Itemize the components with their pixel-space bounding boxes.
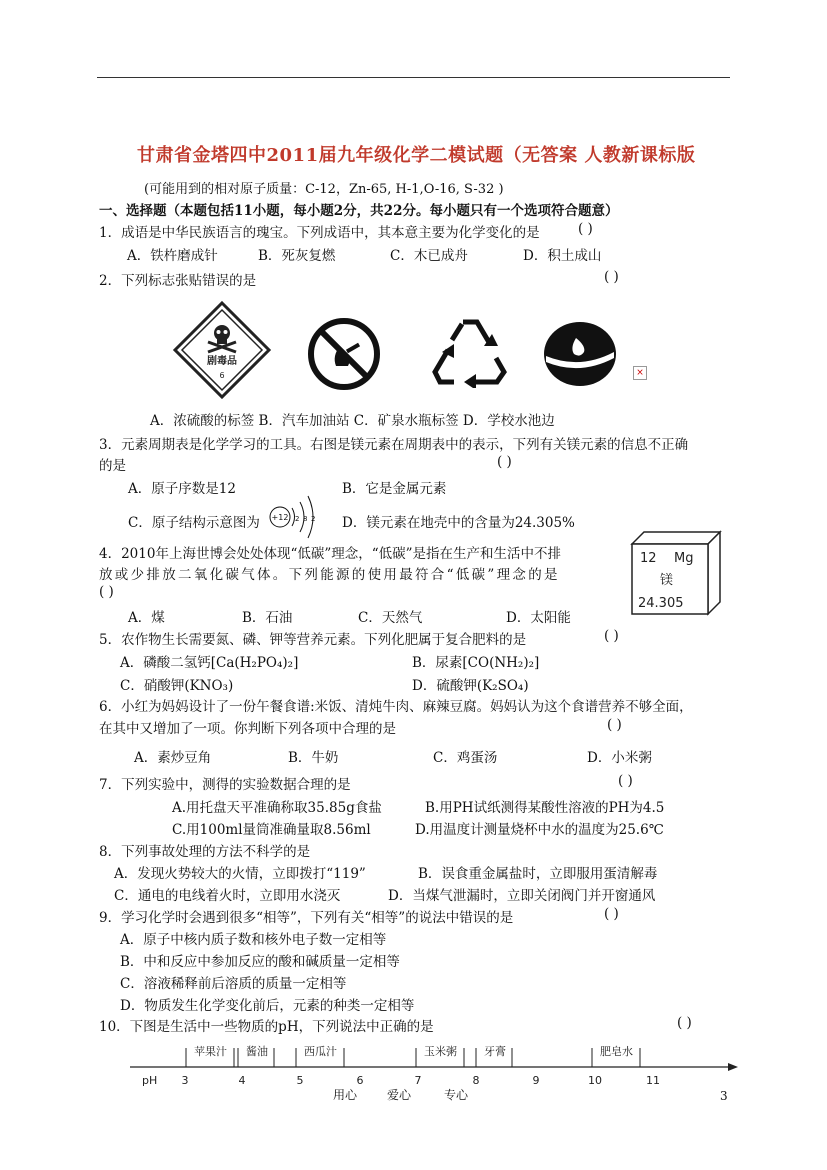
q7-option-b: B.用PH试纸测得某酸性溶液的PH为4.5 [425, 800, 665, 816]
q4-stem-line1: 4．2010年上海世博会处处体现“低碳”理念，“低碳”是指在生产和生活中不排 [99, 546, 562, 562]
ph-axis-label: pH [142, 1074, 158, 1087]
q6-option-b: B．牛奶 [288, 750, 339, 766]
q9-stem: 9．学习化学时会遇到很多“相等”，下列有关“相等”的说法中错误的是 [99, 910, 514, 926]
q8-option-c: C．通电的电线着火时，立即用水浇灭 [114, 888, 341, 904]
atomic-structure-diagram [268, 494, 324, 540]
q6-option-a: A．素炒豆角 [134, 750, 212, 766]
q7-option-c: C.用100ml量筒准确量取8.56ml [172, 822, 371, 838]
q4-option-c: C．天然气 [358, 610, 423, 626]
ph-tick-label: 10 [588, 1074, 602, 1087]
q5-option-c: C．硝酸钾(KNO₃) [120, 678, 234, 694]
q5-option-b: B．尿素[CO(NH₂)₂] [412, 655, 540, 671]
q9-paren: ( ) [604, 906, 619, 922]
q8-option-b: B．误食重金属盐时，立即服用蛋清解毒 [418, 866, 658, 882]
q4-option-d: D．太阳能 [506, 610, 571, 626]
ph-tick-label: 6 [356, 1074, 364, 1087]
section-heading: 一、选择题（本题包括11小题，每小题2分，共22分。每小题只有一个选项符合题意） [99, 203, 619, 219]
subtitle: (可能用到的相对原子质量：C-12，Zn-65, H-1,O-16, S-32 ) [144, 182, 504, 197]
substance-label: 牙膏 [484, 1045, 506, 1058]
mg-symbol: Mg [674, 551, 694, 566]
mg-mass: 24.305 [638, 596, 684, 611]
q7-stem: 7．下列实验中，测得的实验数据合理的是 [99, 777, 351, 793]
q6-paren: ( ) [607, 717, 622, 733]
page-title: 甘肃省金塔四中2011届九年级化学二模试题（无答案 人教新课标版 [137, 145, 696, 166]
q1-option-b: B．死灰复燃 [258, 248, 336, 264]
q3-option-d: D．镁元素在地壳中的含量为24.305% [342, 515, 575, 531]
substance-label: 酱油 [246, 1045, 268, 1058]
recycle-sign-icon [430, 316, 510, 388]
footer-word-3: 专心 [444, 1088, 469, 1102]
footer-word-1: 用心 [333, 1088, 358, 1102]
q2-stem: 2．下列标志张贴错误的是 [99, 273, 257, 289]
ph-tick-label: 8 [472, 1074, 480, 1087]
ph-tick-label: 9 [532, 1074, 540, 1087]
water-saving-sign-icon [540, 318, 620, 390]
ph-tick-label: 4 [238, 1074, 246, 1087]
q7-option-a: A.用托盘天平准确称取35.85g食盐 [172, 800, 382, 816]
q3-paren: ( ) [497, 454, 512, 470]
q3-option-c: C．原子结构示意图为 [128, 515, 260, 531]
q3-stem-line1: 3．元素周期表是化学学习的工具。右图是镁元素在周期表中的表示，下列有关镁元素的信息不正确 [99, 437, 689, 453]
q8-option-d: D．当煤气泄漏时，立即关闭阀门并开窗通风 [388, 888, 656, 904]
substance-label: 西瓜汁 [304, 1045, 337, 1058]
q3-option-b: B．它是金属元素 [342, 481, 447, 497]
substance-label: 肥皂水 [600, 1045, 633, 1058]
q1-option-c: C．木已成舟 [390, 248, 468, 264]
q9-option-b: B．中和反应中参加反应的酸和碱质量一定相等 [120, 954, 400, 970]
substance-label: 苹果汁 [194, 1045, 227, 1058]
electron-shell-3: 2 [311, 515, 316, 523]
q7-paren: ( ) [618, 773, 633, 789]
ph-tick-label: 3 [181, 1074, 189, 1087]
ph-scale-diagram [130, 1038, 745, 1108]
q8-option-a: A．发现火势较大的火情，立即拨打“119” [114, 866, 366, 882]
electron-shell-1: 2 [295, 515, 300, 523]
substance-label: 玉米粥 [424, 1045, 457, 1058]
broken-image-icon: × [633, 366, 647, 380]
q2-paren: ( ) [604, 269, 619, 285]
q8-stem: 8．下列事故处理的方法不科学的是 [99, 844, 311, 860]
no-fire-sign-icon [306, 316, 382, 392]
mg-number: 12 [640, 551, 657, 566]
q10-paren: ( ) [677, 1015, 692, 1031]
electron-shell-2: 8 [303, 515, 308, 523]
q5-stem: 5．农作物生长需要氮、磷、钾等营养元素。下列化肥属于复合肥料的是 [99, 632, 527, 648]
mg-name: 镁 [660, 573, 674, 588]
q7-option-d: D.用温度计测量烧杯中水的温度为25.6℃ [415, 822, 664, 838]
q9-option-d: D．物质发生化学变化前后，元素的种类一定相等 [120, 998, 415, 1014]
q1-stem: 1．成语是中华民族语言的瑰宝。下列成语中，其本意主要为化学变化的是 [99, 225, 540, 241]
q5-paren: ( ) [604, 628, 619, 644]
ph-tick-label: 5 [296, 1074, 304, 1087]
q6-stem-line1: 6．小红为妈妈设计了一份午餐食谱:米饭、清炖牛肉、麻辣豆腐。妈妈认为这个食谱营养不够全面， [99, 699, 693, 715]
q1-paren: ( ) [578, 221, 593, 237]
q3-stem-line2: 的是 [99, 458, 126, 474]
ph-tick-label: 7 [414, 1074, 422, 1087]
magnesium-element-box [630, 530, 722, 616]
q9-option-c: C．溶液稀释前后溶质的质量一定相等 [120, 976, 347, 992]
q4-option-b: B．石油 [242, 610, 293, 626]
q6-option-d: D．小米粥 [587, 750, 652, 766]
q3-option-a: A．原子序数是12 [128, 481, 236, 497]
q6-option-c: C．鸡蛋汤 [433, 750, 498, 766]
q9-option-a: A．原子中核内质子数和核外电子数一定相等 [120, 932, 387, 948]
header-rule [97, 77, 730, 78]
page-number: 3 [720, 1089, 728, 1103]
q6-stem-line2: 在其中又增加了一项。你判断下列各项中合理的是 [99, 721, 396, 737]
ph-tick-label: 11 [646, 1074, 660, 1087]
q4-option-a: A．煤 [128, 610, 165, 626]
sign1-text: 剧毒品 [207, 356, 237, 367]
q5-option-d: D．硫酸钾(K₂SO₄) [412, 678, 529, 694]
q4-stem-line3: ( ) [99, 584, 114, 600]
q5-option-a: A．磷酸二氢钙[Ca(H₂PO₄)₂] [120, 655, 299, 671]
q1-option-a: A．铁杵磨成针 [127, 248, 218, 264]
q2-options: A．浓硫酸的标签 B．汽车加油站 C．矿泉水瓶标签 D．学校水池边 [150, 413, 555, 429]
q4-stem-line2: 放或少排放二氧化碳气体。下列能源的使用最符合“低碳”理念的是 [99, 567, 560, 583]
q1-option-d: D．积土成山 [523, 248, 602, 264]
q10-stem: 10．下图是生活中一些物质的pH，下列说法中正确的是 [99, 1019, 434, 1035]
sign1-number: 6 [219, 371, 225, 380]
poison-sign-icon [172, 300, 272, 400]
footer-word-2: 爱心 [387, 1088, 412, 1102]
nucleus-charge: +12 [271, 513, 289, 522]
